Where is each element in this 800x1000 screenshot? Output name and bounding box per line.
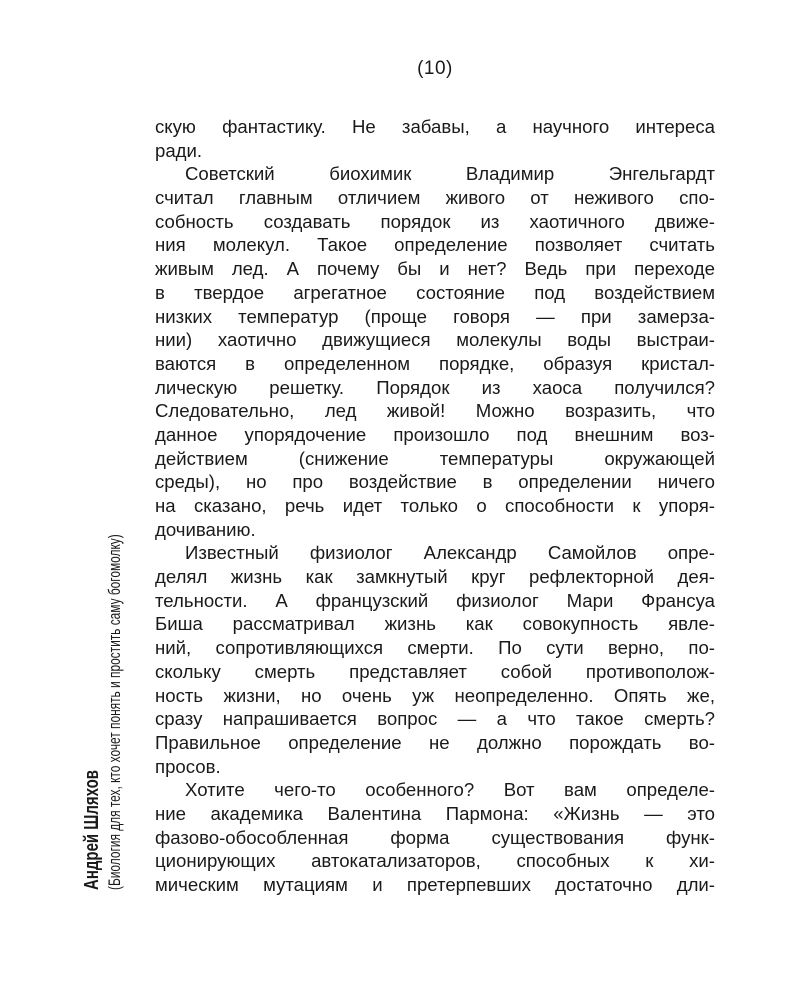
text-line: собность создавать порядок из хаотичного движе- [155,210,715,232]
text-line: ния молекул. Такое определение позволяет считать [155,234,715,256]
text-line: скую фантастику. Не забавы, а научного интереса [155,116,715,137]
text-line: считал главным отличием живого от неживого спо- [155,187,715,209]
text-line: низких температур (проще говоря — при замерза- [155,305,715,327]
text-line: сразу напрашивается вопрос — а что такое смерть? [155,708,715,730]
text-line: в твердое агрегатное состояние под воздействием [155,281,715,303]
text-line: ние академика Валентина Пармона: «Жизнь — это [155,802,715,824]
text-line: ради. [155,139,203,161]
text-line: среды), но про воздействие в определении ничего [155,471,715,493]
text-line: скольку смерть представляет собой противополож- [155,660,715,682]
text-line: просов. [155,755,221,777]
text-line: Советский биохимик Владимир Энгельгардт [185,163,715,185]
text-line: живым лед. А почему бы и нет? Ведь при переходе [155,258,715,280]
text-line: дочиванию. [155,518,256,540]
page-number: (10) [417,58,453,79]
spine-running-header [80,430,132,890]
text-line: мическим мутациям и претерпевших достаточно дли- [155,874,715,895]
text-line: лическую решетку. Порядок из хаоса получился? [155,376,715,398]
text-line: фазово-обособленная форма существования функ- [155,826,715,848]
text-line: Следовательно, лед живой! Можно возразить, что [155,400,715,422]
text-line: ность жизни, но очень уж неопределенно. Опять же, [155,684,715,706]
text-line: нии) хаотично движущиеся молекулы воды выстраи- [155,329,715,351]
text-line: тельности. А французский физиолог Мари Франсуа [155,589,715,611]
spine-book-title: (Биология для тех, кто хочет понять и простить саму богомолку) [105,534,124,890]
text-line: данное упорядочение произошло под внешним воз- [155,423,715,445]
text-line: ционирующих автокатализаторов, способных к хи- [155,850,715,872]
spine-author: Андрей Шляхов [81,769,103,890]
text-line: Хотите чего-то особенного? Вот вам определе- [185,779,715,801]
text-line: ваются в определенном порядке, образуя кристал- [155,352,715,374]
text-line: ний, сопротивляющихся смерти. По сути верно, по- [155,637,715,659]
text-line: Известный физиолог Александр Самойлов опре- [185,542,715,564]
text-line: действием (снижение температуры окружающей [155,447,715,469]
text-line: Биша рассматривал жизнь как совокупность явле- [155,613,715,635]
body-text [155,115,715,897]
text-line: Правильное определение не должно порождать во- [155,731,715,753]
text-line: на сказано, речь идет только о способности к упоря- [155,495,715,516]
text-line: делял жизнь как замкнутый круг рефлекторной дея- [155,566,715,588]
